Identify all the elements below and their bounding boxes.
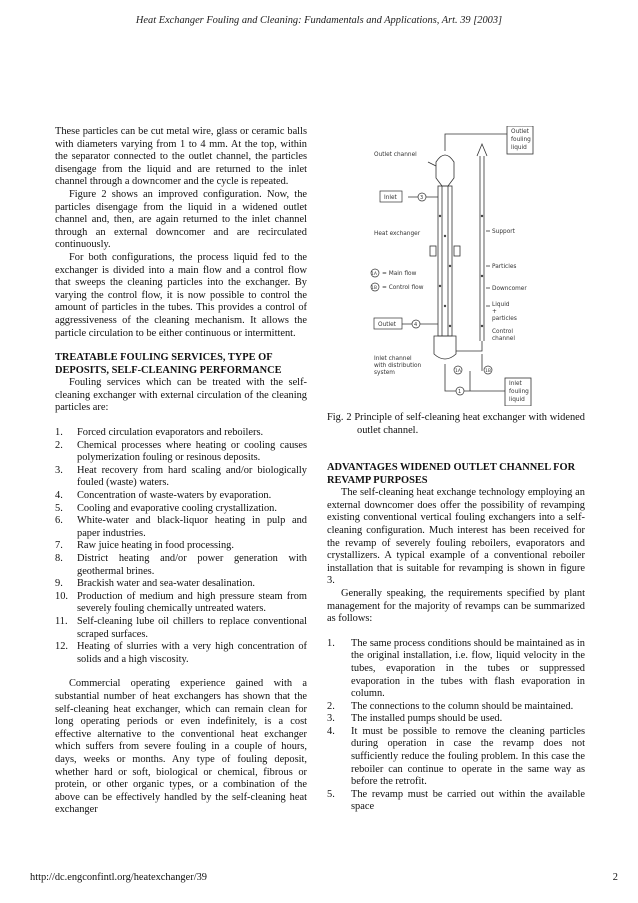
inlet-feed-pipe [445,364,505,391]
page-number: 2 [612,872,618,883]
label-inlet-fouling-liquid-1: Inlet [509,381,522,387]
list-item: 6. White-water and black-liquor heating in pulp and paper industries. [55,515,307,539]
list-item: 2. The connections to the column should be maintained. [327,700,574,712]
label-outlet-fouling-liquid-3: liquid [511,145,527,151]
paragraph: For both configurations, the process liquid fed to the exchanger is divided into a main flow and a control flow that sweeps the cleaning particles into the exchanger. By varying the control flow, it is now possible to control the amount of particles in the tubes. This provides a control of aggressiveness of the cleaning mechanism. It allows the particle circulation to be either continuous or intermittent. [55,251,307,339]
list-item: 4. It must be possible to remove the cleaning particles during operation in case the revamp does not sufficiently reduce the fouling problem. In this case the reboiler can continue to operate in the same way as before the retrofit. [327,725,585,788]
paragraph: Fouling services which can be treated with the self-cleaning exchanger with external circulation of the cleaning particles are: [55,377,307,414]
label-control-flow: = Control flow [382,285,424,291]
label-control-flow-id: 1B [371,286,377,291]
list-item: 9. Brackish water and sea-water desalination. [55,578,256,590]
fouling-services-list [55,427,307,666]
label-inlet-channel-1: Inlet channel [374,356,412,362]
list-item: 8. District heating and/or power generation with geothermal brines. [55,553,307,577]
list-item: 2. Chemical processes where heating or cooling causes polymerization fouling or resinous deposits. [55,439,307,464]
label-outlet-num: 4 [414,322,418,328]
label-heat-exchanger: Heat exchanger [374,231,421,237]
label-control-channel-2: channel [492,336,515,342]
label-inlet-fouling-liquid-3: liquid [509,397,525,403]
paragraph: Commercial operating experience gained with a substantial number of heat exchangers has shown that the self-cleaning heat exchanger, which can remain clean for long operating periods or even indefinitely, is a cost effective alternative to the conventional heat exchanger which suffers from severe fouling in a couple of hours, days, weeks or months. Any type of fouling deposit, whether hard or soft, biological or chemical, fibrous or protein, or other organic types, or a combination of the above can be effectively handled by the self-cleaning heat exchanger [55,678,307,816]
list-item: 4. Concentration of waste-waters by evaporation. [55,490,272,502]
paragraph: Figure 2 shows an improved configuration. Now, the particles disengage from the liquid in a widened outlet channel and, then, are again returned to the inlet channel through an external downcomer and are recirculated continuously. [55,188,307,251]
right-column [327,462,585,814]
label-particles: Particles [492,264,517,270]
top-outlet-pipe [445,134,507,151]
outlet-channel-vessel [436,155,454,186]
label-inlet-fouling-liquid-2: fouling [509,389,529,395]
label-valve-1b: 1B [485,369,491,374]
list-item: 1. The same process conditions should be maintained as in the original installation, i.e. flow, liquid velocity in the tubes, evaporation in the tubes or suppressed evaporation in the tubes with flash evaporation in column. [327,637,585,700]
tube-bundle-shell [438,186,452,336]
label-outlet-channel: Outlet channel [374,152,417,158]
left-column [55,126,307,817]
section-heading: ADVANTAGES WIDENED OUTLET CHANNEL FOR REVAMP PURPOSES [327,462,576,486]
exchanger-diagram [370,126,585,406]
label-valve-1: 1 [458,389,462,395]
label-inlet-channel-3: system [374,370,395,376]
list-item: 7. Raw juice heating in food processing. [55,540,234,552]
label-liquid-particles-2: + [492,309,497,315]
section-heading: TREATABLE FOULING SERVICES, TYPE OF DEPOSITS, SELF-CLEANING PERFORMANCE [55,352,282,376]
label-support: Support [492,229,515,235]
label-inlet: Inlet [384,195,397,201]
list-item: 5. The revamp must be carried out within the available space [327,788,585,813]
label-liquid-particles-1: Liquid [492,302,510,308]
label-main-flow-id: 1A [371,272,377,277]
revamp-requirements-list [327,638,585,814]
label-inlet-num: 3 [420,195,424,201]
list-item: 12. Heating of slurries with a very high concentration of solids and a high viscosity. [55,641,307,665]
label-outlet-fouling-liquid-2: fouling [511,137,531,143]
paragraph: The self-cleaning heat exchange technology employing an external downcomer does offer the possibility of revamping existing conventional vertical fouling exchangers into a self-cleaning configuration. Much interest has been received for the revamp of severely fouling reboilers, evaporators and crystallizers. A typical example of a conventional reboiler installation that is suitable for revamping is shown in figure 3. [327,487,585,587]
list-item: 11. Self-cleaning lube oil chillers to replace conventional scraped surfaces. [55,615,307,640]
label-downcomer: Downcomer [492,286,527,292]
running-header: Heat Exchanger Fouling and Cleaning: Fundamentals and Applications, Art. 39 [2003] [135,15,503,26]
paragraph: These particles can be cut metal wire, glass or ceramic balls with diameters varying from 1 to 4 mm. At the top, within the separator connected to the outlet channel, the particles disengage from the liquid and are returned to the inlet channel through a downcomer and the cycle is repeated. [55,126,307,188]
label-control-channel-1: Control [492,329,513,335]
list-item: 10. Production of medium and high pressure steam from severely fouling chemically untreated waters. [55,590,307,615]
label-valve-1a: 1A [455,369,461,374]
label-inlet-channel-2: with distribution [374,363,422,369]
list-item: 3. Heat recovery from hard scaling and/or biologically fouled (waste) waters. [55,464,307,489]
list-item: 5. Cooling and evaporative cooling crystallization. [55,502,277,514]
footer-url-link[interactable]: http://dc.engconfintl.org/heatexchanger/39 [30,872,207,883]
label-outlet-fouling-liquid-1: Outlet [511,129,529,135]
label-outlet: Outlet [378,322,396,328]
list-item: 3. The installed pumps should be used. [327,713,503,725]
figure-self-cleaning-exchanger [370,126,585,406]
figure-caption: Fig. 2 Principle of self-cleaning heat exchanger with widened outlet channel. [327,412,585,436]
particles [439,215,483,327]
label-main-flow: = Main flow [382,271,417,277]
inlet-channel-vessel [434,336,456,359]
label-liquid-particles-3: particles [492,316,517,322]
paragraph: Generally speaking, the requirements specified by plant management for the majority of revamps can be summarized as follows: [327,587,585,625]
list-item: 1. Forced circulation evaporators and reboilers. [55,427,264,439]
